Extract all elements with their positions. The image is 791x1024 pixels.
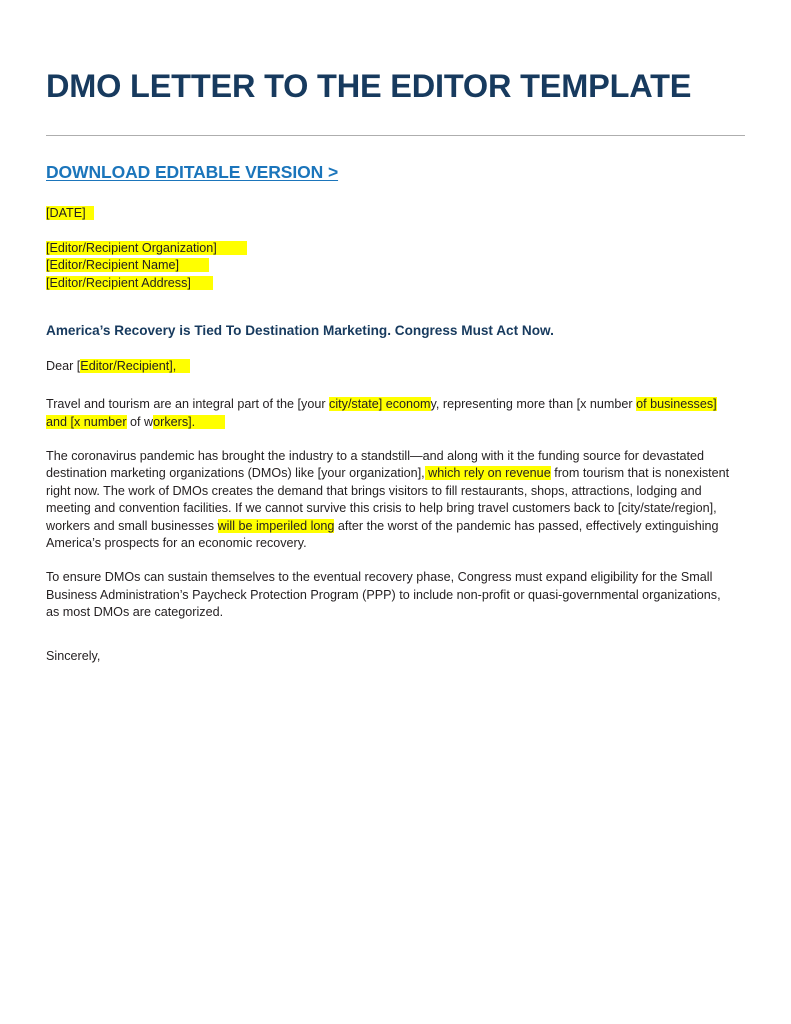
para2-segment-3: from tourism that is nonexistent right now. The work of DMOs creates the demand that brings visitors to fill restaurants, shops, attractions, lodging and meeting and convention facilities. If we cannot survive this crisis to help bring travel customers back to [city/state/region], workers and small businesses xyxy=(46,466,730,533)
para2-highlight-rely-on-revenue: which rely on revenue xyxy=(424,466,551,481)
header-divider xyxy=(46,135,745,136)
para1-highlight-city-state: city/state] econom xyxy=(329,397,431,412)
para2-highlight-imperiled-long: will be imperiled long xyxy=(217,518,335,533)
page-title: DMO LETTER TO THE EDITOR TEMPLATE xyxy=(46,68,692,104)
salutation-line xyxy=(46,358,745,375)
recipient-address-line xyxy=(46,275,745,292)
paragraph-ppp-eligibility: To ensure DMOs can sustain themselves to the eventual recovery phase, Congress must expand eligibility for the Small Business Administration’s Paycheck Protection Program (PPP) to include non-profit or quasi-governmental organizations, as most DMOs are categorized. xyxy=(46,570,721,620)
download-editable-version-link[interactable]: DOWNLOAD EDITABLE VERSION > xyxy=(46,162,339,183)
sign-off: Sincerely, xyxy=(46,648,101,663)
recipient-name-field: [Editor/Recipient Name] xyxy=(46,258,209,272)
para1-segment-1: Travel and tourism are an integral part of the [your xyxy=(46,397,330,412)
letter-headline: America’s Recovery is Tied To Destination Marketing. Congress Must Act Now. xyxy=(46,323,554,339)
recipient-organization-field: [Editor/Recipient Organization] xyxy=(46,241,247,255)
date-field-block xyxy=(46,205,745,222)
para1-highlight-workers: orkers]. xyxy=(153,415,225,429)
paragraph-travel-tourism xyxy=(46,396,736,431)
para1-segment-5: of w xyxy=(126,414,154,429)
date-field: [DATE] xyxy=(46,206,94,220)
paragraph-coronavirus-pandemic xyxy=(46,448,736,552)
salutation-prefix: Dear xyxy=(46,358,77,373)
recipient-address-field: [Editor/Recipient Address] xyxy=(46,276,213,290)
para1-segment-3: y, representing more than [x number xyxy=(430,397,637,412)
recipient-block xyxy=(46,240,745,292)
salutation-recipient-field: Editor/Recipient], xyxy=(80,359,190,373)
recipient-organization-line xyxy=(46,240,745,257)
download-link-row xyxy=(46,162,745,183)
para1-highlight-businesses: of businesses] and [x number xyxy=(46,397,717,429)
salutation-bracket: [ xyxy=(76,358,81,373)
recipient-name-line xyxy=(46,257,745,274)
para2-segment-1: The coronavirus pandemic has brought the industry to a standstill—and along with it the funding source for devastated destination marketing organizations (DMOs) like [your organization], xyxy=(46,448,705,481)
para2-segment-5: after the worst of the pandemic has passed, effectively extinguishing America’s prospects for an economic recovery. xyxy=(46,518,719,550)
